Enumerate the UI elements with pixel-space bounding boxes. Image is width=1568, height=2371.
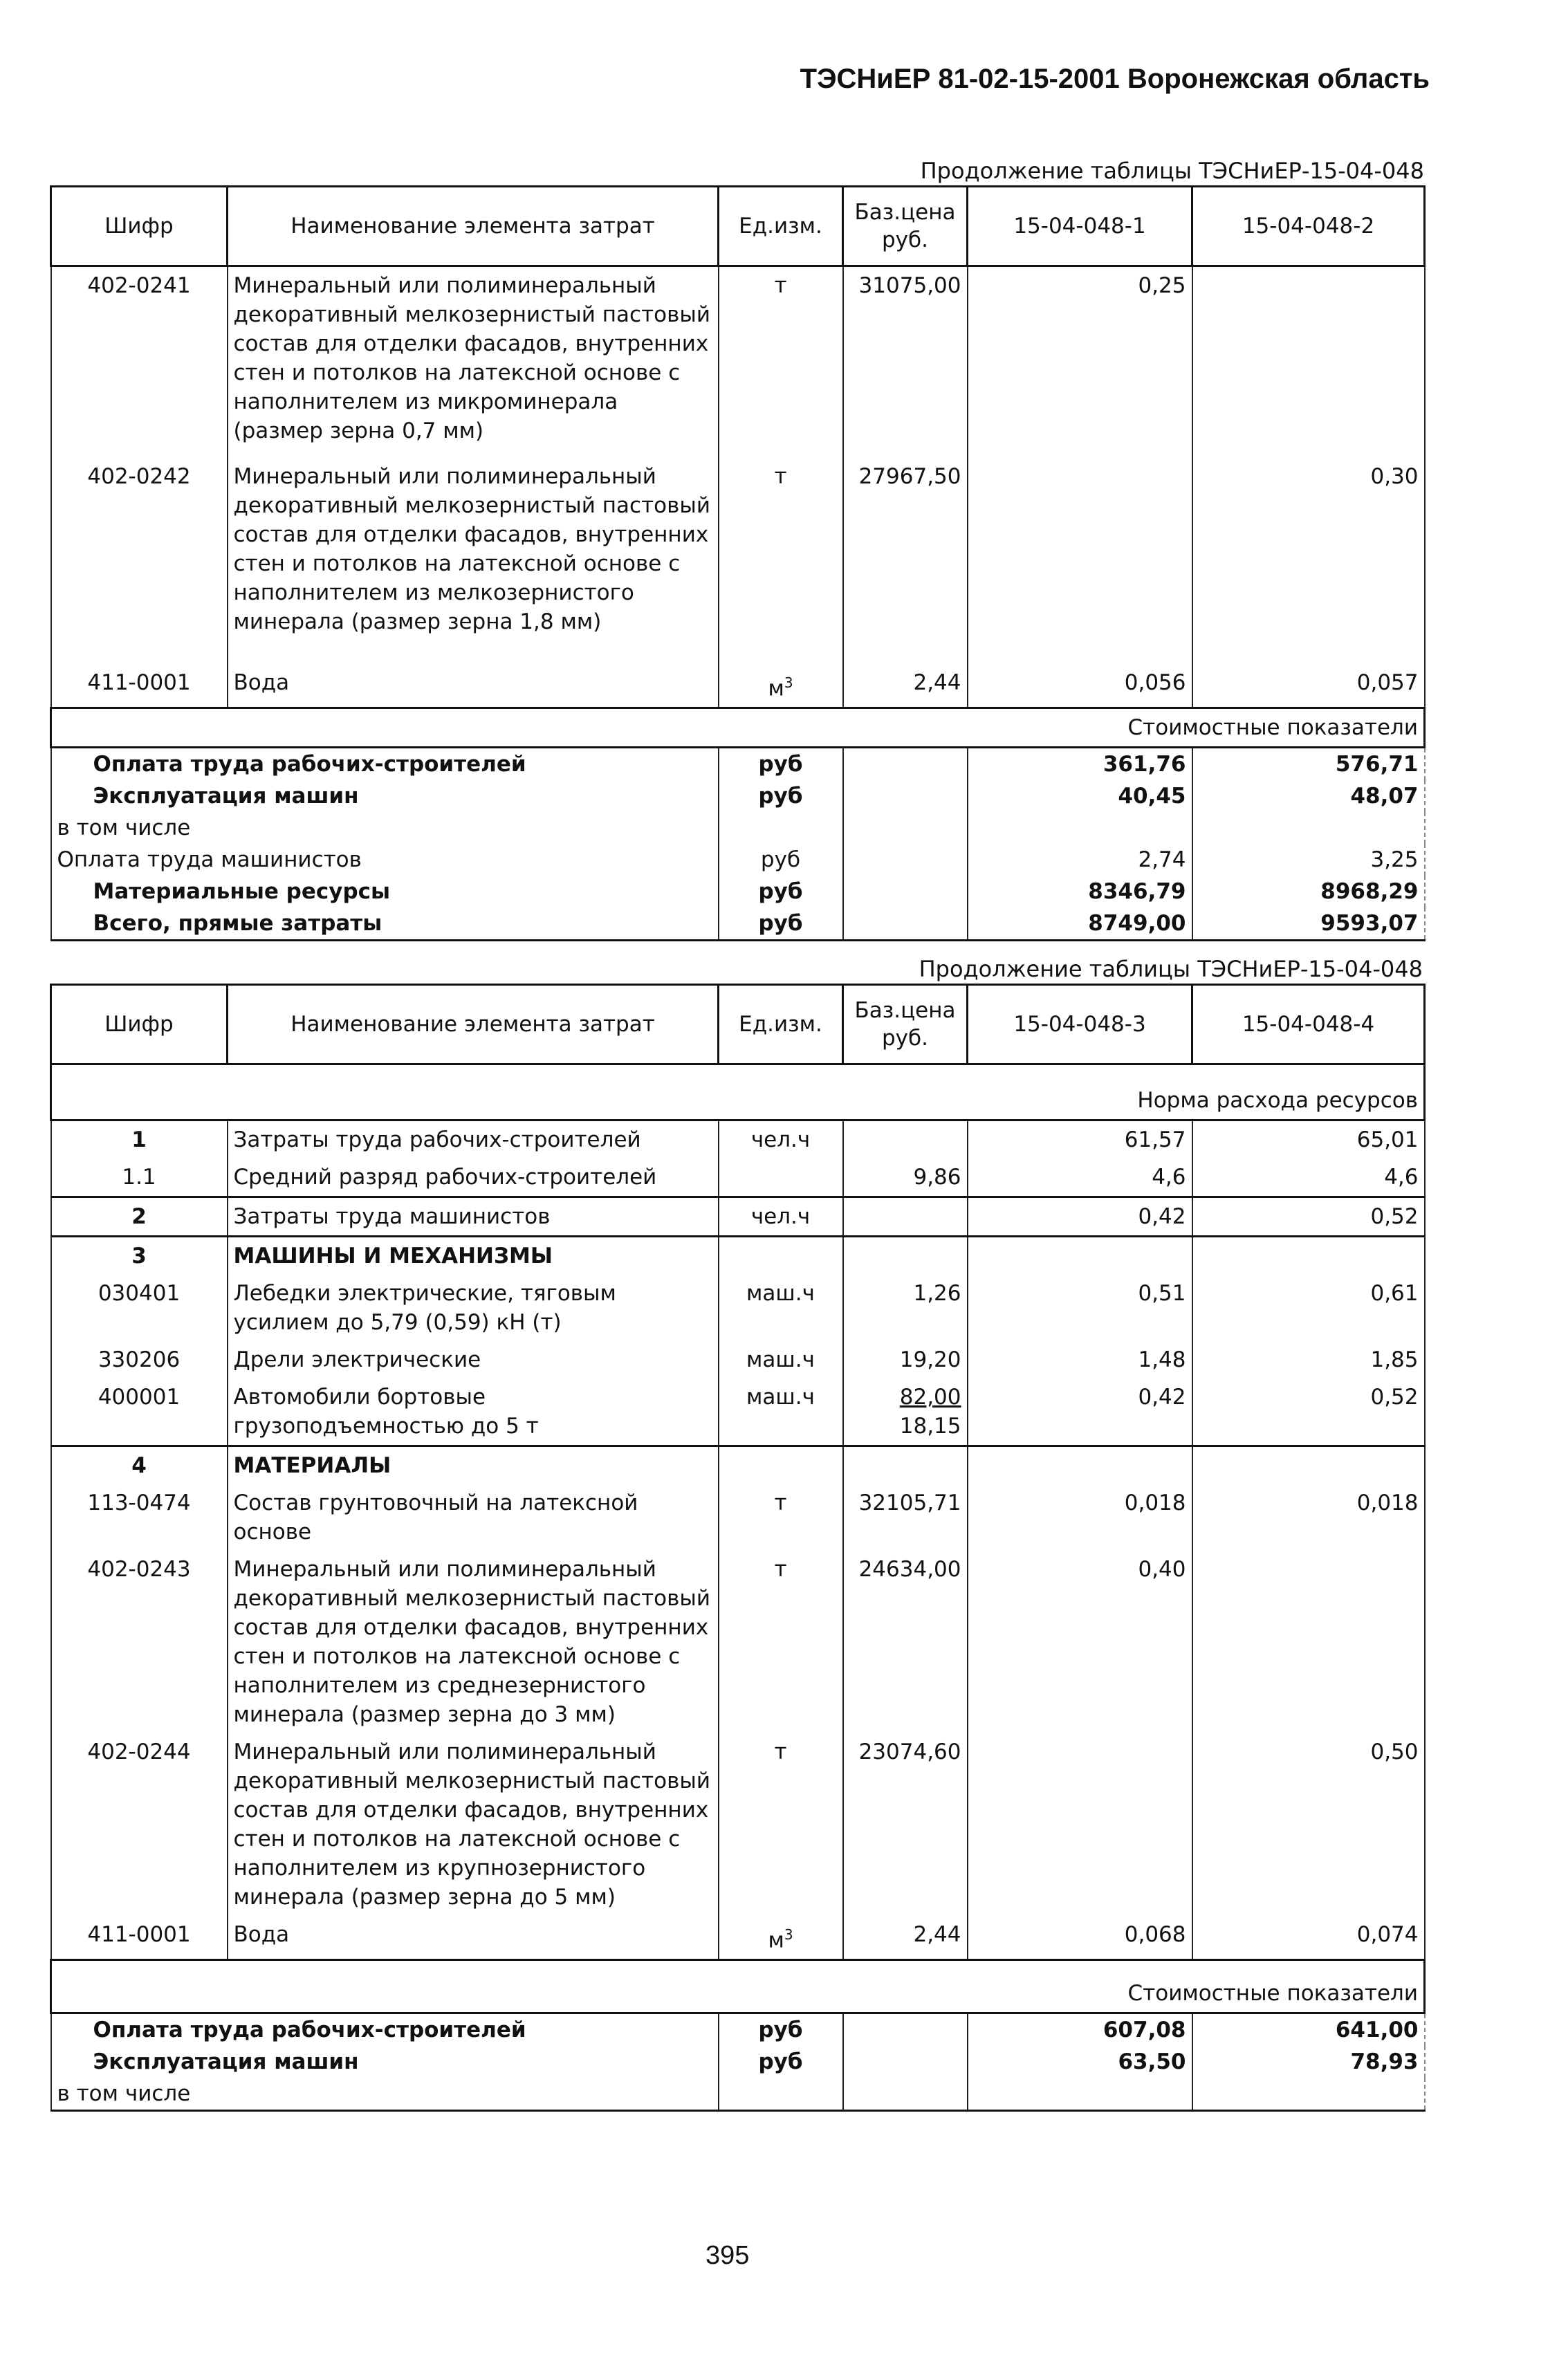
row-unit: т — [719, 266, 843, 450]
summary-price — [843, 812, 968, 844]
row-name: МАТЕРИАЛЫ — [228, 1446, 719, 1485]
summary-unit: руб — [719, 876, 843, 907]
row-unit: т — [719, 1551, 843, 1733]
table-row — [51, 1275, 1425, 1341]
row-unit — [719, 1237, 843, 1275]
row-code: 411-0001 — [51, 1916, 228, 1960]
table-row — [51, 1916, 1425, 1960]
table-row — [51, 1159, 1425, 1197]
col-3-header: 15-04-048-3 — [968, 985, 1192, 1064]
price-header-line2: руб. — [882, 228, 928, 252]
table-row — [51, 1484, 1425, 1551]
row-value-1: 4,6 — [968, 1159, 1192, 1197]
row-value-1: 0,42 — [968, 1197, 1192, 1237]
group-header-row — [51, 1446, 1425, 1485]
summary-label: Эксплуатация машин — [51, 780, 719, 812]
col-price-header — [843, 985, 968, 1064]
price-secondary: 18,15 — [899, 1414, 961, 1439]
row-value-2: 0,50 — [1192, 1733, 1425, 1916]
summary-value-1: 40,45 — [968, 780, 1192, 812]
row-name: МАШИНЫ И МЕХАНИЗМЫ — [228, 1237, 719, 1275]
summary-price — [843, 2013, 968, 2047]
table-row — [51, 640, 1425, 708]
summary-unit: руб — [719, 748, 843, 781]
row-value-2: 0,52 — [1192, 1197, 1425, 1237]
row-code: 402-0241 — [51, 266, 228, 450]
row-value-1 — [968, 1237, 1192, 1275]
row-value-2: 4,6 — [1192, 1159, 1425, 1197]
section-row — [51, 1960, 1425, 2013]
table-row — [51, 1341, 1425, 1378]
summary-label: Оплата труда рабочих-строителей — [51, 748, 719, 781]
row-price — [843, 1378, 968, 1446]
row-price: 31075,00 — [843, 266, 968, 450]
row-value-2: 0,057 — [1192, 640, 1425, 708]
row-value-1: 0,068 — [968, 1916, 1192, 1960]
section-norm-label: Норма расхода ресурсов — [51, 1064, 1425, 1120]
row-unit: маш.ч — [719, 1378, 843, 1446]
row-value-1 — [968, 450, 1192, 640]
col-name-header: Наименование элемента затрат — [228, 985, 719, 1064]
section-cost-label: Стоимостные показатели — [51, 1960, 1425, 2013]
row-name: Средний разряд рабочих-строителей — [228, 1159, 719, 1197]
row-price: 27967,50 — [843, 450, 968, 640]
row-value-1: 0,51 — [968, 1275, 1192, 1341]
row-value-2: 65,01 — [1192, 1120, 1425, 1159]
summary-value-1 — [968, 812, 1192, 844]
row-name: Вода — [228, 1916, 719, 1960]
summary-price — [843, 844, 968, 876]
summary-value-2: 8968,29 — [1192, 876, 1425, 907]
row-value-2: 0,018 — [1192, 1484, 1425, 1551]
section-row — [51, 708, 1425, 748]
row-value-2 — [1192, 1237, 1425, 1275]
summary-row — [51, 844, 1425, 876]
row-code: 113-0474 — [51, 1484, 228, 1551]
summary-unit: руб — [719, 780, 843, 812]
summary-value-2: 3,25 — [1192, 844, 1425, 876]
row-name: Затраты труда машинистов — [228, 1197, 719, 1237]
row-price: 2,44 — [843, 640, 968, 708]
row-value-2 — [1192, 1446, 1425, 1485]
summary-unit: руб — [719, 907, 843, 941]
row-value-1 — [968, 1733, 1192, 1916]
table-row — [51, 1197, 1425, 1237]
row-code: 3 — [51, 1237, 228, 1275]
row-code: 402-0244 — [51, 1733, 228, 1916]
table-row — [51, 1378, 1425, 1446]
col-code-header: Шифр — [51, 187, 228, 266]
row-code: 4 — [51, 1446, 228, 1485]
table-row — [51, 266, 1425, 450]
row-value-1 — [968, 1446, 1192, 1485]
price-header-line2: руб. — [882, 1026, 928, 1051]
row-value-2 — [1192, 1551, 1425, 1733]
row-value-1: 1,48 — [968, 1341, 1192, 1378]
summary-unit: руб — [719, 844, 843, 876]
row-name: Вода — [228, 640, 719, 708]
summary-price — [843, 2078, 968, 2111]
row-name: Минеральный или полиминеральный декоративный мелкозернистый пастовый состав для отделки фасадов, внутренних стен и потолков на латексной основе с наполнителем из крупнозернистого минерала (размер зерна до 5 мм) — [228, 1733, 719, 1916]
summary-value-2: 9593,07 — [1192, 907, 1425, 941]
summary-row — [51, 2013, 1425, 2047]
table-row — [51, 450, 1425, 640]
summary-value-1: 8749,00 — [968, 907, 1192, 941]
summary-value-1: 607,08 — [968, 2013, 1192, 2047]
row-unit: чел.ч — [719, 1197, 843, 1237]
row-name: Минеральный или полиминеральный декоративный мелкозернистый пастовый состав для отделки фасадов, внутренних стен и потолков на латексной основе с наполнителем из микроминерала (размер зерна 0,7 мм) — [228, 266, 719, 450]
summary-unit — [719, 2078, 843, 2111]
row-unit: т — [719, 1733, 843, 1916]
col-unit-header: Ед.изм. — [719, 187, 843, 266]
col-price-header — [843, 187, 968, 266]
row-name: Минеральный или полиминеральный декоративный мелкозернистый пастовый состав для отделки фасадов, внутренних стен и потолков на латексной основе с наполнителем из среднезернистого минерала (размер зерна до 3 мм) — [228, 1551, 719, 1733]
summary-row — [51, 748, 1425, 781]
page-number: 395 — [705, 2241, 750, 2270]
summary-label: Оплата труда рабочих-строителей — [51, 2013, 719, 2047]
row-name: Затраты труда рабочих-строителей — [228, 1120, 719, 1159]
summary-row — [51, 2078, 1425, 2111]
unit-superscript: 3 — [784, 1926, 793, 1943]
row-value-2: 0,074 — [1192, 1916, 1425, 1960]
row-unit — [719, 640, 843, 708]
row-code: 402-0243 — [51, 1551, 228, 1733]
summary-value-2 — [1192, 812, 1425, 844]
table1 — [50, 185, 1426, 941]
row-unit: т — [719, 450, 843, 640]
table-row — [51, 1551, 1425, 1733]
row-price — [843, 1197, 968, 1237]
summary-label: Эксплуатация машин — [51, 2046, 719, 2078]
row-value-1: 0,40 — [968, 1551, 1192, 1733]
row-unit — [719, 1446, 843, 1485]
unit-text: м — [768, 676, 784, 701]
row-name: Дрели электрические — [228, 1341, 719, 1378]
unit-superscript: 3 — [784, 674, 793, 691]
section-row — [51, 1064, 1425, 1120]
row-unit: маш.ч — [719, 1341, 843, 1378]
table-row — [51, 1120, 1425, 1159]
row-name: Автомобили бортовые грузоподъемностью до 5 т — [228, 1378, 719, 1446]
row-price: 19,20 — [843, 1341, 968, 1378]
row-code: 030401 — [51, 1275, 228, 1341]
row-code: 1 — [51, 1120, 228, 1159]
table2-header-row — [51, 985, 1425, 1064]
table2-caption: Продолжение таблицы ТЭСНиЕР-15-04-048 — [919, 956, 1423, 982]
group-header-row — [51, 1237, 1425, 1275]
row-value-1: 0,25 — [968, 266, 1192, 450]
row-value-2: 1,85 — [1192, 1341, 1425, 1378]
summary-price — [843, 780, 968, 812]
section-cost-label: Стоимостные показатели — [51, 708, 1425, 748]
row-name: Лебедки электрические, тяговым усилием до 5,79 (0,59) кН (т) — [228, 1275, 719, 1341]
table2 — [50, 984, 1426, 2112]
row-price: 1,26 — [843, 1275, 968, 1341]
row-value-2: 0,52 — [1192, 1378, 1425, 1446]
summary-value-1: 361,76 — [968, 748, 1192, 781]
summary-price — [843, 2046, 968, 2078]
row-value-2 — [1192, 266, 1425, 450]
row-name: Состав грунтовочный на латексной основе — [228, 1484, 719, 1551]
row-code: 330206 — [51, 1341, 228, 1378]
summary-label: Материальные ресурсы — [51, 876, 719, 907]
price-primary: 82,00 — [899, 1385, 961, 1410]
col-code-header: Шифр — [51, 985, 228, 1064]
col-unit-header: Ед.изм. — [719, 985, 843, 1064]
row-price: 9,86 — [843, 1159, 968, 1197]
summary-unit: руб — [719, 2046, 843, 2078]
summary-value-1 — [968, 2078, 1192, 2111]
row-value-1: 61,57 — [968, 1120, 1192, 1159]
summary-label: в том числе — [51, 812, 719, 844]
col-1-header: 15-04-048-1 — [968, 187, 1192, 266]
row-unit: чел.ч — [719, 1120, 843, 1159]
summary-value-2: 78,93 — [1192, 2046, 1425, 2078]
row-unit: маш.ч — [719, 1275, 843, 1341]
row-unit — [719, 1159, 843, 1197]
col-name-header: Наименование элемента затрат — [228, 187, 719, 266]
row-unit: т — [719, 1484, 843, 1551]
summary-label: Оплата труда машинистов — [51, 844, 719, 876]
table-row — [51, 1733, 1425, 1916]
summary-unit — [719, 812, 843, 844]
price-header-line1: Баз.цена — [854, 200, 956, 225]
col-4-header: 15-04-048-4 — [1192, 985, 1425, 1064]
summary-value-1: 8346,79 — [968, 876, 1192, 907]
summary-price — [843, 907, 968, 941]
summary-value-2: 641,00 — [1192, 2013, 1425, 2047]
summary-label: в том числе — [51, 2078, 719, 2111]
row-code: 402-0242 — [51, 450, 228, 640]
row-price: 32105,71 — [843, 1484, 968, 1551]
summary-price — [843, 748, 968, 781]
summary-row — [51, 2046, 1425, 2078]
summary-row — [51, 907, 1425, 941]
table1-header-row — [51, 187, 1425, 266]
row-name: Минеральный или полиминеральный декоративный мелкозернистый пастовый состав для отделки фасадов, внутренних стен и потолков на латексной основе с наполнителем из мелкозернистого минерала (размер зерна 1,8 мм) — [228, 450, 719, 640]
summary-row — [51, 780, 1425, 812]
summary-value-2: 48,07 — [1192, 780, 1425, 812]
price-header-line1: Баз.цена — [854, 998, 956, 1023]
row-code: 1.1 — [51, 1159, 228, 1197]
row-code: 2 — [51, 1197, 228, 1237]
row-price — [843, 1120, 968, 1159]
row-value-1: 0,42 — [968, 1378, 1192, 1446]
summary-label: Всего, прямые затраты — [51, 907, 719, 941]
row-value-1: 0,018 — [968, 1484, 1192, 1551]
row-price: 2,44 — [843, 1916, 968, 1960]
summary-row — [51, 876, 1425, 907]
summary-value-1: 2,74 — [968, 844, 1192, 876]
row-code: 400001 — [51, 1378, 228, 1446]
unit-text: м — [768, 1928, 784, 1953]
row-price: 23074,60 — [843, 1733, 968, 1916]
summary-price — [843, 876, 968, 907]
summary-value-1: 63,50 — [968, 2046, 1192, 2078]
row-unit — [719, 1916, 843, 1960]
summary-row — [51, 812, 1425, 844]
table1-caption: Продолжение таблицы ТЭСНиЕР-15-04-048 — [920, 158, 1424, 184]
page-header: ТЭСНиЕР 81-02-15-2001 Воронежская область — [800, 64, 1430, 94]
row-value-2: 0,30 — [1192, 450, 1425, 640]
row-price — [843, 1237, 968, 1275]
row-value-2: 0,61 — [1192, 1275, 1425, 1341]
row-price — [843, 1446, 968, 1485]
row-code: 411-0001 — [51, 640, 228, 708]
row-price: 24634,00 — [843, 1551, 968, 1733]
summary-value-2 — [1192, 2078, 1425, 2111]
summary-unit: руб — [719, 2013, 843, 2047]
col-2-header: 15-04-048-2 — [1192, 187, 1425, 266]
summary-value-2: 576,71 — [1192, 748, 1425, 781]
row-value-1: 0,056 — [968, 640, 1192, 708]
